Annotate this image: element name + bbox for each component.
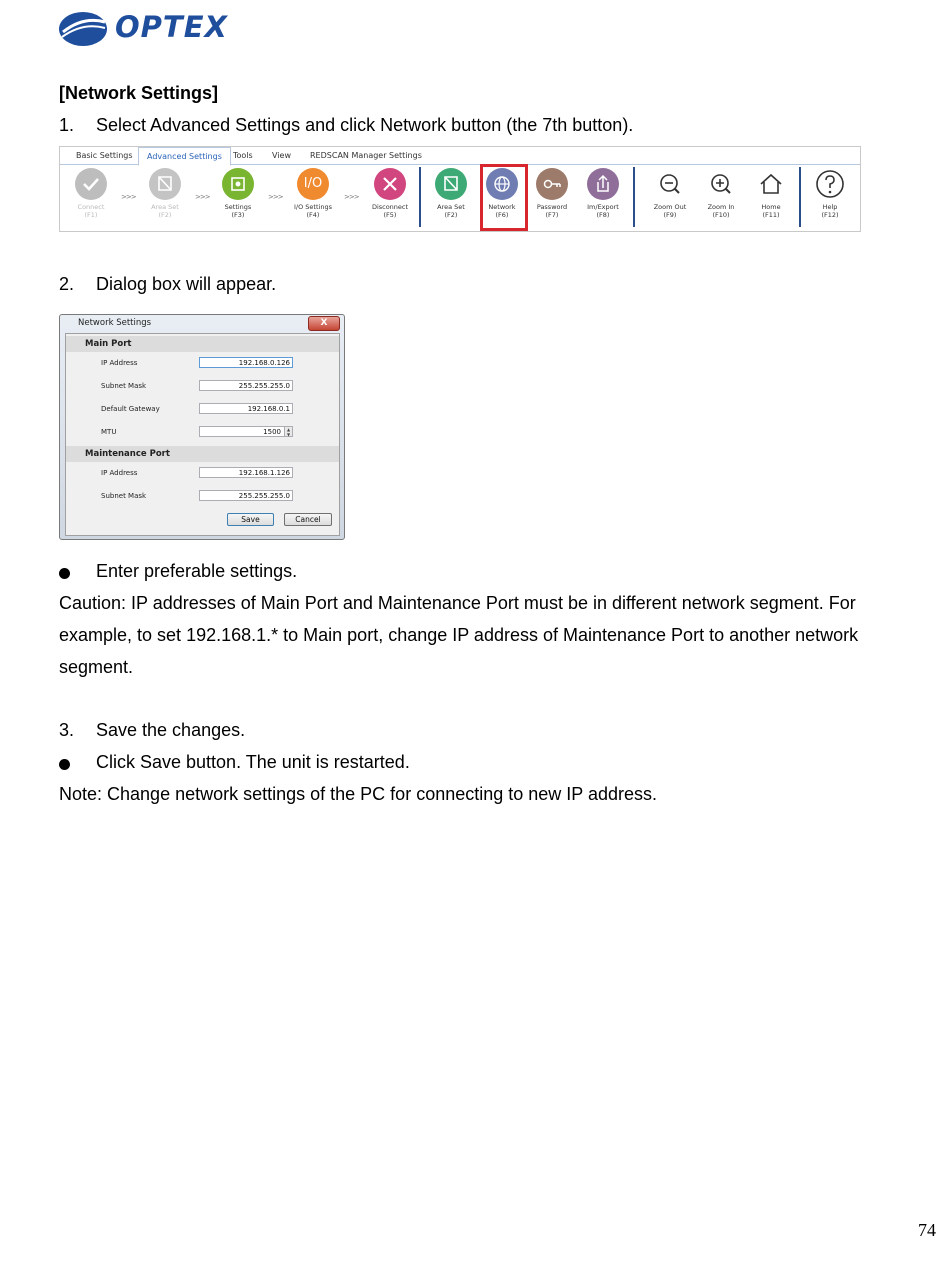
main-subnet-field[interactable]: 255.255.255.0 — [199, 380, 293, 391]
area-icon — [149, 168, 181, 200]
step-3 — [59, 720, 759, 742]
cancel-button[interactable]: Cancel — [284, 513, 332, 526]
export-icon — [587, 168, 619, 200]
button-label: Area Set — [151, 203, 179, 211]
settings-button[interactable] — [214, 168, 262, 228]
button-key: (F2) — [444, 211, 458, 219]
close-button[interactable] — [308, 316, 340, 331]
step-text: Dialog box will appear. — [96, 274, 277, 294]
field-label: Subnet Mask — [101, 382, 147, 390]
button-label: Im/Export — [587, 203, 619, 211]
network-settings-dialog — [59, 314, 345, 540]
button-label: Home — [761, 203, 781, 211]
field-label: IP Address — [101, 359, 138, 367]
step-1 — [59, 115, 759, 137]
close-icon: X — [320, 318, 328, 328]
tab-basic-settings[interactable]: Basic Settings — [76, 151, 133, 160]
toolbar-separator — [419, 167, 421, 227]
button-key: (F10) — [712, 211, 730, 219]
button-key: (F11) — [762, 211, 780, 219]
note-text: Note: Change network settings of the PC for connecting to new IP address. — [59, 784, 658, 804]
bullet-item — [59, 561, 559, 583]
zoom-in-icon — [705, 168, 737, 200]
tab-redscan-manager-settings[interactable]: REDSCAN Manager Settings — [310, 151, 422, 160]
settings-icon — [222, 168, 254, 200]
button-key: (F1) — [84, 211, 98, 219]
zoom-in-button[interactable] — [697, 168, 745, 228]
flow-arrow: >>> — [344, 193, 359, 201]
key-icon — [536, 168, 568, 200]
check-icon — [75, 168, 107, 200]
area-set-button-disabled[interactable] — [141, 168, 189, 228]
home-button[interactable] — [747, 168, 795, 228]
maintenance-port-section — [66, 446, 339, 462]
button-key: (F8) — [596, 211, 610, 219]
main-port-section — [66, 336, 339, 352]
button-label: Network — [488, 203, 516, 211]
bullet-text: Click Save button. The unit is restarted. — [96, 752, 410, 772]
button-key: (F4) — [306, 211, 320, 219]
dialog-body — [65, 333, 340, 536]
password-button[interactable] — [528, 168, 576, 228]
button-label: Help — [822, 203, 838, 211]
button-key: (F3) — [231, 211, 245, 219]
help-icon — [814, 168, 846, 200]
step-number: 3. — [59, 720, 75, 740]
area-set-button[interactable] — [427, 168, 475, 228]
button-label: Password — [536, 203, 568, 211]
caution-line-1: Caution: IP addresses of Main Port and Maintenance Port must be in different network segment. For — [59, 593, 856, 613]
tab-advanced-settings[interactable]: Advanced Settings — [138, 147, 231, 166]
save-button[interactable]: Save — [227, 513, 274, 526]
section-header: Maintenance Port — [85, 449, 170, 459]
connect-button[interactable] — [67, 168, 115, 228]
zoom-out-icon — [654, 168, 686, 200]
area-icon — [435, 168, 467, 200]
step-text: Select Advanced Settings and click Network button (the 7th button). — [96, 115, 634, 135]
caution-line-2: example, to set 192.168.1.* to Main port, change IP address of Maintenance Port to another network — [59, 625, 859, 645]
section-heading: [Network Settings] — [59, 83, 219, 103]
button-key: (F6) — [495, 211, 509, 219]
flow-arrow: >>> — [121, 193, 136, 201]
bullet-text: Enter preferable settings. — [96, 561, 298, 581]
tab-bar — [60, 147, 860, 165]
maintenance-ip-field[interactable]: 192.168.1.126 — [199, 467, 293, 478]
button-label: I/O Settings — [294, 203, 332, 211]
main-gateway-field[interactable]: 192.168.0.1 — [199, 403, 293, 414]
button-key: (F7) — [545, 211, 559, 219]
maintenance-subnet-field[interactable]: 255.255.255.0 — [199, 490, 293, 501]
mtu-field[interactable]: 1500 — [199, 426, 293, 437]
tab-view[interactable]: View — [272, 151, 291, 160]
logo-text: OPTEX — [115, 10, 228, 44]
im-export-button[interactable] — [579, 168, 627, 228]
field-label: IP Address — [101, 469, 138, 477]
flow-arrow: >>> — [268, 193, 283, 201]
bullet-icon — [59, 568, 70, 579]
button-key: (F12) — [821, 211, 839, 219]
main-ip-field[interactable]: 192.168.0.126 — [199, 357, 293, 368]
button-key: (F5) — [383, 211, 397, 219]
button-label: Zoom Out — [653, 203, 687, 211]
step-text: Save the changes. — [96, 720, 246, 740]
zoom-out-button[interactable] — [646, 168, 694, 228]
button-label: Connect — [77, 203, 105, 211]
field-label: MTU — [101, 428, 117, 436]
flow-arrow: >>> — [195, 193, 210, 201]
step-number: 1. — [59, 115, 75, 135]
network-button-highlight — [480, 164, 528, 231]
button-label: Disconnect — [371, 203, 409, 211]
button-key: (F9) — [663, 211, 677, 219]
optex-logo — [59, 10, 239, 48]
mtu-spinner[interactable]: ▲ ▼ — [284, 426, 293, 437]
logo-emblem-icon — [59, 10, 109, 48]
button-label: Settings — [224, 203, 252, 211]
page-number: 74 — [918, 1220, 936, 1240]
field-label: Subnet Mask — [101, 492, 147, 500]
step-2 — [59, 274, 759, 296]
button-label: Area Set — [437, 203, 465, 211]
dialog-title: Network Settings — [78, 318, 152, 328]
toolbar-separator — [633, 167, 635, 227]
close-icon — [374, 168, 406, 200]
button-label: Zoom In — [707, 203, 735, 211]
bullet-item — [59, 752, 559, 774]
io-settings-button[interactable] — [289, 168, 337, 228]
bullet-icon — [59, 759, 70, 770]
tab-tools[interactable]: Tools — [233, 151, 253, 160]
toolbar-screenshot — [59, 146, 861, 232]
button-key: (F2) — [158, 211, 172, 219]
io-icon: I/O — [297, 168, 329, 200]
section-header: Main Port — [85, 339, 132, 349]
disconnect-button[interactable] — [366, 168, 414, 228]
toolbar-separator — [799, 167, 801, 227]
home-icon — [755, 168, 787, 200]
caution-line-3: segment. — [59, 657, 134, 677]
field-label: Default Gateway — [101, 405, 160, 413]
step-number: 2. — [59, 274, 75, 294]
help-button[interactable] — [806, 168, 854, 228]
